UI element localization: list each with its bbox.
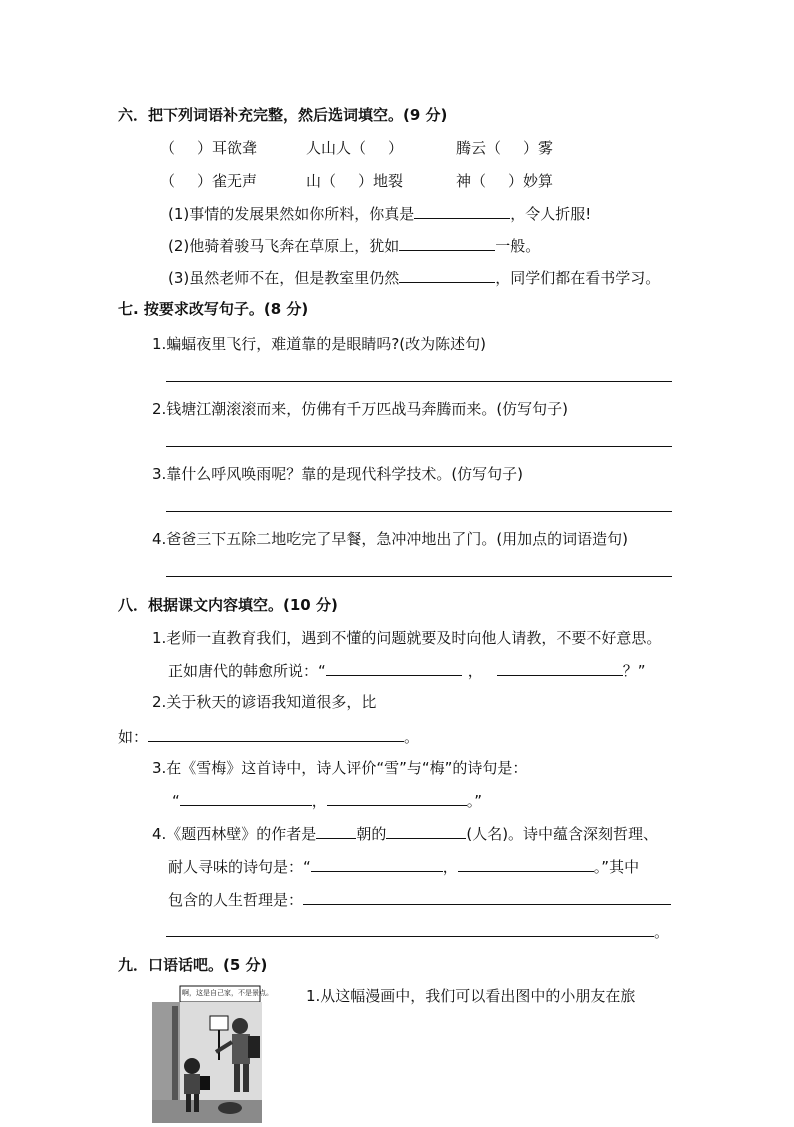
word-blank-6 — [456, 170, 553, 191]
s8-q3-comma: ， — [311, 792, 327, 810]
word-blank-5 — [306, 170, 403, 191]
word-4-post: ）雀无声 — [197, 172, 258, 190]
s7-q2-answer-line[interactable] — [166, 446, 672, 447]
word-blank-1 — [160, 137, 257, 158]
s8-q1-blank-1[interactable] — [326, 659, 462, 676]
s6-q3 — [168, 266, 660, 288]
s6-q3-tail: ，同学们都在看书学习。 — [495, 269, 661, 287]
word-1-post: ）耳欲聋 — [197, 139, 258, 157]
section-6-title: 六．把下列词语补充完整，然后选词填空。(9 分) — [118, 106, 448, 124]
s8-q4-blank-philosophy-cont[interactable] — [166, 920, 654, 937]
s6-q3-blank[interactable] — [399, 266, 495, 283]
s8-q4-blank-poem-2[interactable] — [458, 855, 594, 872]
s8-q4-text-f: 。”其中 — [593, 858, 640, 876]
section-9-title: 九．口语话吧。(5 分) — [118, 956, 268, 974]
s8-q3-blank-1[interactable] — [180, 789, 312, 806]
s8-q4-text-g: 包含的人生哲理是： — [168, 891, 304, 909]
s7-q1: 1.蝙蝠夜里飞行，难道靠的是眼睛吗?(改为陈述句) — [152, 335, 486, 353]
s6-q1 — [168, 202, 591, 224]
s8-q2-tail: 。 — [404, 728, 420, 746]
word-blank-3 — [456, 137, 553, 158]
section-8-title: 八．根据课文内容填空。(10 分) — [118, 596, 338, 614]
word-4-pre: （ — [160, 172, 176, 190]
s8-q4-blank-author[interactable] — [386, 822, 466, 839]
s8-q2-blank[interactable] — [148, 725, 404, 742]
word-5-post: ）地裂 — [358, 172, 404, 190]
s8-q2-lead: 如： — [118, 728, 149, 746]
section-7-title: 七. 按要求改写句子。(8 分) — [118, 300, 309, 318]
s6-q1-text: (1)事情的发展果然如你所料，你真是 — [168, 205, 415, 223]
word-1-pre: （ — [160, 139, 176, 157]
s6-q2 — [168, 234, 540, 256]
s8-q2-answer — [118, 725, 419, 747]
word-6-pre: 神（ — [456, 172, 487, 190]
s8-q1-tail: ？” — [622, 662, 646, 680]
s8-q3-blank-2[interactable] — [327, 789, 467, 806]
s7-q4-answer-line[interactable] — [166, 576, 672, 577]
word-3-post: ）雾 — [523, 139, 554, 157]
s6-q2-tail: 一般。 — [495, 237, 541, 255]
s8-q4-text-d: 耐人寻味的诗句是：“ — [168, 858, 311, 876]
s8-q1-lead: 正如唐代的韩愈所说：“ — [168, 662, 326, 680]
s8-q4-text-b: 朝的 — [356, 825, 387, 843]
s6-q2-text: (2)他骑着骏马飞奔在草原上，犹如 — [168, 237, 400, 255]
s6-q2-blank[interactable] — [399, 234, 495, 251]
s6-q1-blank[interactable] — [414, 202, 510, 219]
word-2-post: ） — [388, 139, 404, 157]
s8-q1-blank-2[interactable] — [497, 659, 623, 676]
s8-q1-quote — [168, 659, 646, 681]
word-blank-2 — [306, 137, 403, 158]
word-6-post: ）妙算 — [508, 172, 554, 190]
cartoon-illustration — [152, 982, 273, 1123]
s8-q4-line3 — [168, 888, 671, 910]
s8-q4-line1 — [152, 822, 658, 844]
word-5-pre: 山（ — [306, 172, 337, 190]
s7-q4: 4.爸爸三下五除二地吃完了早餐，急冲冲地出了门。(用加点的词语造句) — [152, 530, 629, 548]
s8-q3-text: 3.在《雪梅》这首诗中，诗人评价“雪”与“梅”的诗句是： — [152, 759, 528, 777]
s8-q2-text: 2.关于秋天的谚语我知道很多，比 — [152, 693, 377, 711]
s9-q1: 1.从这幅漫画中，我们可以看出图中的小朋友在旅 — [306, 987, 636, 1005]
s8-q4-line2 — [168, 855, 639, 877]
word-2-pre: 人山人（ — [306, 139, 367, 157]
s7-q2: 2.钱塘江潮滚滚而来，仿佛有千万匹战马奔腾而来。(仿写句子) — [152, 400, 569, 418]
s7-q1-answer-line[interactable] — [166, 381, 672, 382]
s8-q4-blank-dynasty[interactable] — [316, 822, 356, 839]
s8-q1-comma: ， — [467, 662, 483, 680]
s7-q3-answer-line[interactable] — [166, 511, 672, 512]
word-3-pre: 腾云（ — [456, 139, 502, 157]
s8-q3-lead: “ — [172, 792, 180, 810]
s8-q4-text-c: (人名)。诗中蕴含深刻哲理、 — [466, 825, 659, 843]
word-blank-4 — [160, 170, 257, 191]
s8-q3-quote — [172, 789, 482, 811]
s6-q1-tail: ，令人折服! — [510, 205, 592, 223]
s8-q4-blank-poem-1[interactable] — [311, 855, 443, 872]
s8-q4-text-a: 4.《题西林壁》的作者是 — [152, 825, 317, 843]
s8-q4-text-h: 。 — [654, 923, 670, 941]
s6-q3-text: (3)虽然老师不在，但是教室里仍然 — [168, 269, 400, 287]
s8-q3-tail: 。” — [466, 792, 483, 810]
cartoon-drawing — [152, 982, 262, 1123]
s8-q4-comma: ， — [442, 858, 458, 876]
s8-q1-text: 1.老师一直教育我们，遇到不懂的问题就要及时向他人请教，不要不好意思。 — [152, 629, 662, 647]
cartoon-caption: 啊，这是自己家，不是景点。 — [182, 989, 273, 997]
s8-q4-blank-philosophy[interactable] — [303, 888, 671, 905]
s7-q3: 3.靠什么呼风唤雨呢？靠的是现代科学技术。(仿写句子) — [152, 465, 524, 483]
s8-q4-line4 — [166, 920, 669, 942]
